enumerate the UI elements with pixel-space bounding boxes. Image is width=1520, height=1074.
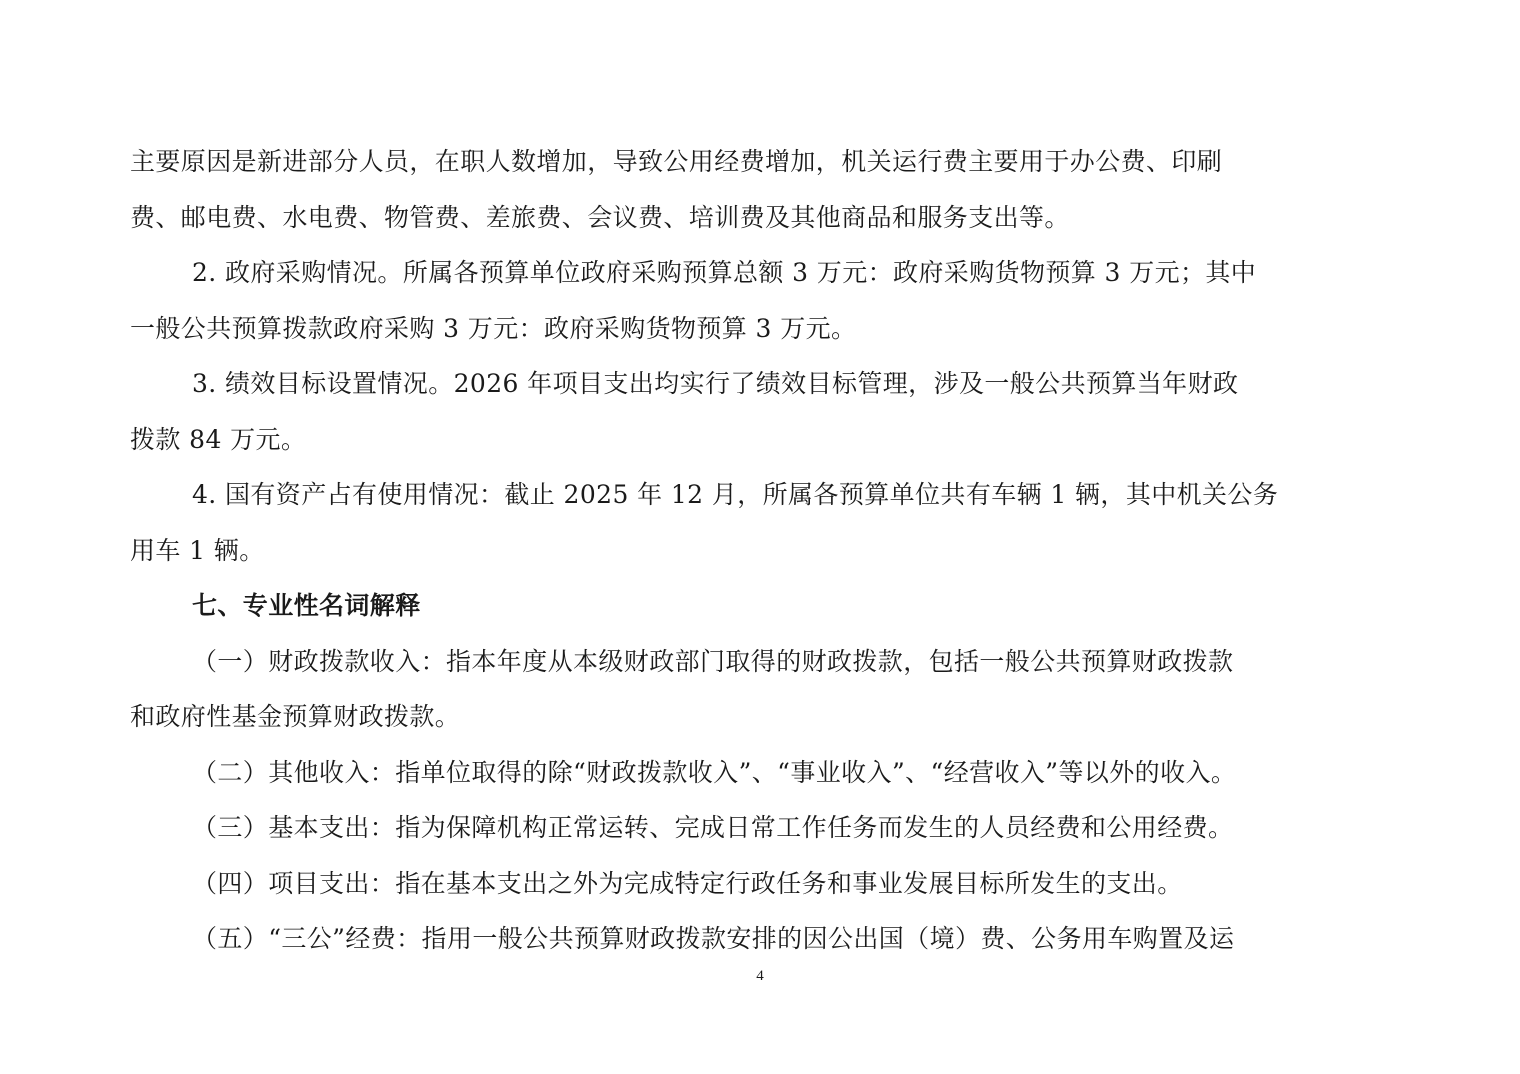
text-line-12: （三）基本支出：指为保障机构正常运转、完成日常工作任务而发生的人员经费和公用经费。 — [192, 813, 1234, 842]
text-line-10: 和政府性基金预算财政拨款。 — [130, 702, 461, 731]
text-line-8: 用车 1 辆。 — [130, 535, 265, 565]
text-line-11: （二）其他收入：指单位取得的除“财政拨款收入”、“事业收入”、“经营收入”等以外的收入。 — [192, 757, 1237, 787]
text-line-14: （五）“三公”经费：指用一般公共预算财政拨款安排的因公出国（境）费、公务用车购置及运 — [192, 924, 1235, 953]
section-heading: 七、专业性名词解释 — [192, 591, 421, 620]
text-line-1: 主要原因是新进部分人员，在职人数增加，导致公用经费增加，机关运行费主要用于办公费、印刷 — [130, 147, 1223, 176]
text-line-2: 费、邮电费、水电费、物管费、差旅费、会议费、培训费及其他商品和服务支出等。 — [130, 202, 1070, 232]
text-line-9: （一）财政拨款收入：指本年度从本级财政部门取得的财政拨款，包括一般公共预算财政拨款 — [192, 646, 1234, 676]
text-line-6: 拨款 84 万元。 — [130, 424, 307, 454]
text-line-13: （四）项目支出：指在基本支出之外为完成特定行政任务和事业发展目标所发生的支出。 — [192, 868, 1183, 898]
text-line-3: 2. 政府采购情况。所属各预算单位政府采购预算总额 3 万元：政府采购货物预算 3 万元；其中 — [192, 258, 1257, 287]
text-line-7: 4. 国有资产占有使用情况：截止 2025 年 12 月，所属各预算单位共有车辆 1 辆，其中机关公务 — [192, 480, 1279, 509]
text-line-4: 一般公共预算拨款政府采购 3 万元：政府采购货物预算 3 万元。 — [130, 313, 857, 343]
page-number: 4 — [756, 968, 764, 984]
text-line-5: 3. 绩效目标设置情况。2026 年项目支出均实行了绩效目标管理，涉及一般公共预算当年财政 — [192, 369, 1239, 398]
document-body — [130, 134, 1380, 967]
